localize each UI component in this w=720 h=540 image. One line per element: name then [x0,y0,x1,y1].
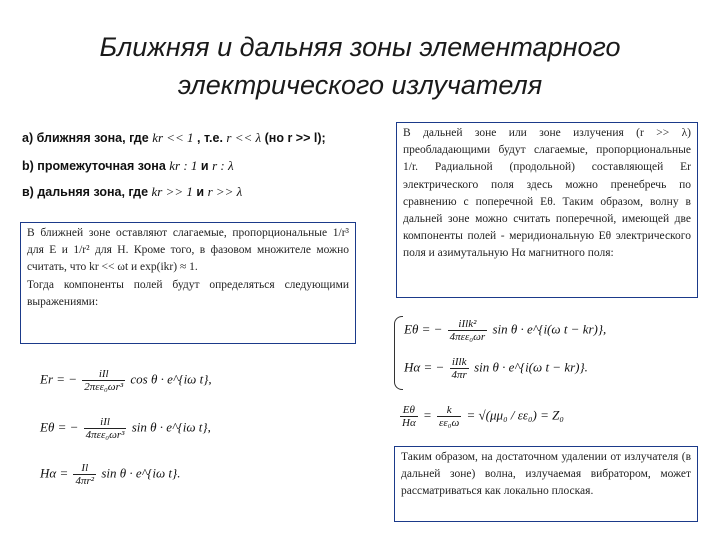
system-brace [394,316,403,390]
zone-mid-label: b) промежуточная зона [22,159,166,173]
zone-far-cond1: kr >> 1 [151,184,193,199]
zone-mid-cond2: r : λ [212,158,234,173]
zone-mid-cond1: kr : 1 [169,158,198,173]
zone-near-tail: (но r >> l); [264,131,326,145]
equation-etheta-near: Eθ = − $\frac{\text{iIl}}{\text{4πεε₀ωr³}}$ sin θ · e^{iω t}, [40,416,211,441]
equation-etheta-far: Eθ = − $\frac{\text{iIlk²}}{\text{4πεε₀ωr}}$ sin θ · e^{i(ω t − kr)}, [404,318,607,343]
title-line-1: Ближняя и дальняя зоны элементарного [99,32,621,62]
zone-far-label: в) дальняя зона, где [22,185,149,199]
near-zone-box [20,222,356,344]
equation-halpha-far: Hα = − $\frac{\text{iIlk}}{4\pi r}$ sin θ · e^{i(ω t − kr)}. [404,356,588,381]
equation-halpha-near: Hα = $\frac{Il}{\text{4πr²}}$ sin θ · e^{iω t}. [40,462,181,487]
far-zone-text: В дальней зоне или зоне излучения (r >> λ) преобладающими будут слагаемые, пропорциональные 1/r. Радиальной (продольной) составляющей Er электрического поля здесь можно пренебречь по сравнению с поперечной Eθ. Таким образом, волну в дальней зоне можно считать поперечной, имеющей две компоненты полей - меридиональную Eθ электрического поля и азимутальную Hα магнитного поля: [403,127,691,260]
zone-near-definition [22,130,326,146]
zone-far-definition [22,184,242,200]
conclusion-box [394,446,698,522]
zone-far-mid: и [196,185,205,199]
far-zone-box [396,122,698,298]
zone-near-mid: , т.е. [197,131,223,145]
near-zone-text-2: Тогда компоненты полей будут определяться следующими выражениями: [27,278,349,308]
near-zone-text: В ближней зоне оставляют слагаемые, пропорциональные 1/r³ для E и 1/r² для H. Кроме того, в фазовом множителе можно считать, что kr << ωt и exp(ikr) ≈ 1. [27,227,349,274]
zone-far-cond2: r >> λ [207,184,243,199]
zone-near-cond2: r << λ [226,130,262,145]
zone-near-label: а) ближняя зона, где [22,131,149,145]
equation-impedance: $\frac{E\theta}{H\alpha}$ = $\frac{k}{\text{εε₀ω}}$ = √(μμ₀ / εε₀) = Z₀ [402,404,564,429]
title-line-2: электрического излучателя [177,70,543,100]
equation-er-near: Er = − $\frac{\text{iIl}}{\text{2πεε₀ωr³}}$ cos θ · e^{iω t}, [40,368,212,393]
zone-intermediate-definition [22,158,234,174]
conclusion-text: Таким образом, на достаточном удалении от излучателя (в дальней зоне) волна, излучаемая вибратором, может рассматриваться как локально плоская. [401,451,691,498]
slide-title [0,28,720,104]
zone-near-cond1: kr << 1 [152,130,194,145]
zone-mid-mid: и [200,159,209,173]
